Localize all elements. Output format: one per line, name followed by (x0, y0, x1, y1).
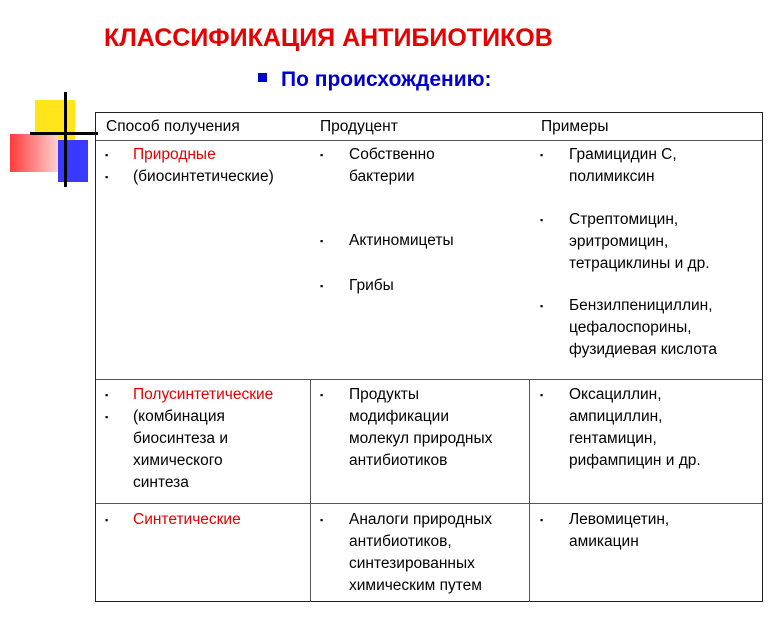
header-examples: Примеры (541, 118, 609, 135)
column-divider-2 (529, 379, 530, 602)
header-producer: Продуцент (320, 118, 398, 135)
example-oxacillin: Оксациллин, ампициллин, гентамицин, рифампицин и др. (569, 386, 701, 469)
method-natural: Природные (133, 146, 216, 163)
example-streptomycin: Стрептомицин, эритромицин, тетрациклины и др. (569, 211, 710, 272)
square-bullet-icon (258, 73, 267, 82)
example-levomycetin: Левомицетин, амикацин (569, 511, 670, 550)
page-title: КЛАССИФИКАЦИЯ АНТИБИОТИКОВ (104, 24, 553, 52)
method-synthetic: Синтетические (133, 511, 241, 528)
subtitle (258, 68, 492, 92)
producer-modification: Продукты модификации молекул природных антибиотиков (349, 386, 493, 469)
classification-table: Способ получения Продуцент Примеры ▪ ▪ Природные (биосинтетические) ▪ Собственно бактерии ▪ Актиномицеты ▪ Грибы ▪ Грамицидин С, полимиксин ▪ Стрептомицин, эритромицин, тетрациклины и др. ▪ Бензилпенициллин, цефалоспорины, фузидиевая кислота ▪ ▪ Полусинтетические (комбинация биосинтеза и химического синтеза ▪ Продукты модификации молекул природных антибиотиков ▪ Оксациллин, ампициллин, гентамицин, рифампицин и др. ▪ Синтетические ▪ Аналоги природных антибиотиков, синтезированных химическим путем ▪ Левомицетин, амикацин (95, 112, 763, 602)
logo-vertical-line (64, 92, 67, 187)
logo-blue-square (58, 140, 88, 182)
example-benzylpenicillin: Бензилпенициллин, цефалоспорины, фузидиевая кислота (569, 297, 718, 358)
header-divider (96, 140, 762, 141)
producer-actinomycetes: Актиномицеты (349, 232, 454, 249)
subtitle-text: По происхождению: (281, 68, 492, 91)
example-gramicidin: Грамицидин С, полимиксин (569, 146, 677, 185)
header-method: Способ получения (106, 118, 240, 135)
column-divider-1 (310, 379, 311, 602)
producer-analogs: Аналоги природных антибиотиков, синтезированных химическим путем (349, 511, 493, 594)
method-natural-note: (биосинтетические) (133, 168, 274, 185)
row-divider-1 (96, 379, 762, 380)
row-divider-2 (96, 503, 762, 504)
producer-fungi: Грибы (349, 277, 394, 294)
method-semisynthetic: Полусинтетические (комбинация биосинтеза и химического синтеза (133, 386, 274, 491)
logo-horizontal-line (30, 132, 98, 135)
producer-bacteria: Собственно бактерии (349, 146, 435, 185)
logo-red-square (10, 134, 58, 172)
